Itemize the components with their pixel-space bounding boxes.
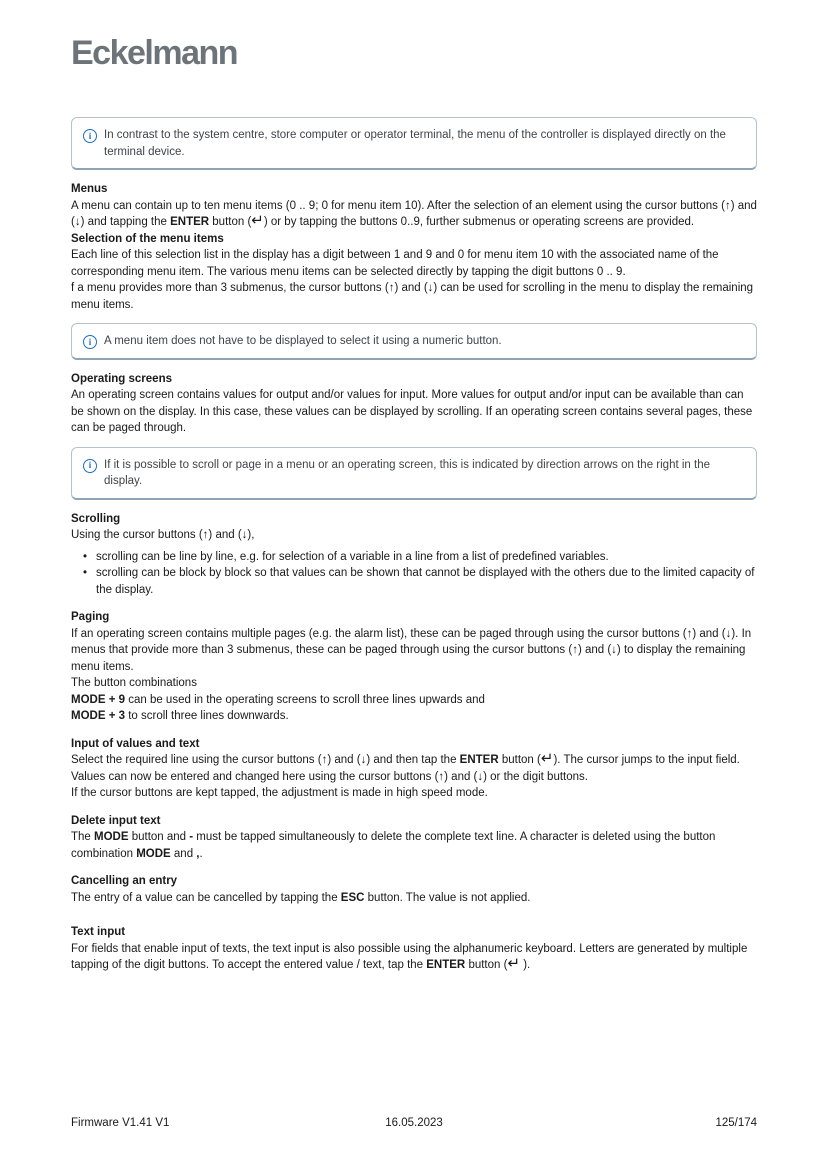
eckelmann-logo: Eckelmann [71, 34, 238, 72]
paragraph-cancelling: The entry of a value can be cancelled by tapping the ESC button. The value is not applied. [71, 891, 531, 904]
paragraph-text-input: For fields that enable input of texts, the text input is also possible using the alphanumeric keyboard. Letters are generated by multiple tapping of the digit buttons. To accept the entered value / text, tap the ENTER button (↵ ). [71, 942, 748, 972]
paragraph-menus: A menu can contain up to ten menu items (0 .. 9; 0 for menu item 10). After the selection of an element using the cursor buttons (↑) and (↓) and tapping the ENTER button (↵) or by tapping the buttons 0..9, further submenus or operating screens are provided. [71, 199, 757, 229]
section-heading-menus: Menus [71, 183, 108, 195]
info-icon: i [83, 335, 97, 349]
section-heading-cancelling: Cancelling an entry [71, 875, 178, 887]
section-heading-operating-screens: Operating screens [71, 372, 172, 385]
section-heading-scrolling: Scrolling [71, 512, 121, 525]
info-text: A menu item does not have to be displayed to select it using a numeric button. [104, 335, 502, 347]
info-box [71, 447, 757, 500]
paragraph-selection-1: Each line of this selection list in the display has a digit between 1 and 9 and 0 for menu item 10 with the associated name of the corresponding menu item. The various menu items can be selected directly by tapping the digit buttons 0 .. 9. [71, 249, 719, 278]
info-box [71, 323, 757, 360]
paragraph-input-2: If the cursor buttons are kept tapped, the adjustment is made in high speed mode. [71, 787, 488, 799]
info-text: If it is possible to scroll or page in a menu or an operating screen, this is indicated by direction arrows on the right in the display. [104, 458, 710, 487]
section-heading-delete-input: Delete input text [71, 814, 161, 827]
paragraph-operating-screens: An operating screen contains values for output and/or values for input. More values for output and/or input can be available than can be shown on the display. In this case, these values can be displayed by scrolling. If an operating screen contains several pages, these can be paged through. [71, 389, 753, 434]
bullet-list [71, 549, 757, 599]
section-heading-paging: Paging [71, 611, 110, 623]
info-box [71, 117, 757, 170]
info-text: In contrast to the system centre, store computer or operator terminal, the menu of the controller is displayed directly on the terminal device. [104, 129, 726, 158]
paragraph-paging-2: The button combinations [71, 677, 197, 689]
bullet-item: • scrolling can be line by line, e.g. for selection of a variable in a line from a list of predefined variables. [71, 549, 757, 566]
paragraph-scrolling-intro: Using the cursor buttons (↑) and (↓), [71, 529, 255, 541]
info-icon: i [83, 129, 97, 143]
paragraph-paging-mode3: MODE + 3 to scroll three lines downwards. [71, 710, 289, 722]
footer-date: 16.05.2023 [385, 1117, 443, 1129]
paragraph-input-1: Select the required line using the cursor buttons (↑) and (↓) and then tap the ENTER button (↵). The cursor jumps to the input field. Values can now be entered and changed here using the cursor buttons (↑) and (↓) or the digit buttons. [71, 750, 740, 783]
section-heading-input-values: Input of values and text [71, 737, 200, 750]
paragraph-delete-input: The MODE button and - must be tapped simultaneously to delete the complete text line. A character is deleted using the button combination MODE and ,. [71, 831, 716, 860]
paragraph-selection-2: f a menu provides more than 3 submenus, the cursor buttons (↑) and (↓) can be used for scrolling in the menu to display the remaining menu items. [71, 282, 754, 311]
paragraph-paging-mode9: MODE + 9 can be used in the operating screens to scroll three lines upwards and [71, 693, 485, 706]
paragraph-paging-1: If an operating screen contains multiple pages (e.g. the alarm list), these can be paged through using the cursor buttons (↑) and (↓). In menus that provide more than 3 submenus, these can be paged through using the cursor buttons (↑) and (↓) to display the remaining menu items. [71, 627, 752, 673]
footer [71, 1117, 757, 1129]
footer-page-number: 125/174 [715, 1117, 758, 1129]
section-heading-text-input: Text input [71, 926, 126, 938]
bullet-item: • scrolling can be block by block so that values can be shown that cannot be displayed with the others due to the limited capacity of the display. [71, 565, 757, 598]
footer-firmware-version: Firmware V1.41 V1 [71, 1117, 170, 1129]
info-icon: i [83, 459, 97, 473]
section-heading-selection: Selection of the menu items [71, 232, 224, 245]
page-content [71, 0, 757, 974]
